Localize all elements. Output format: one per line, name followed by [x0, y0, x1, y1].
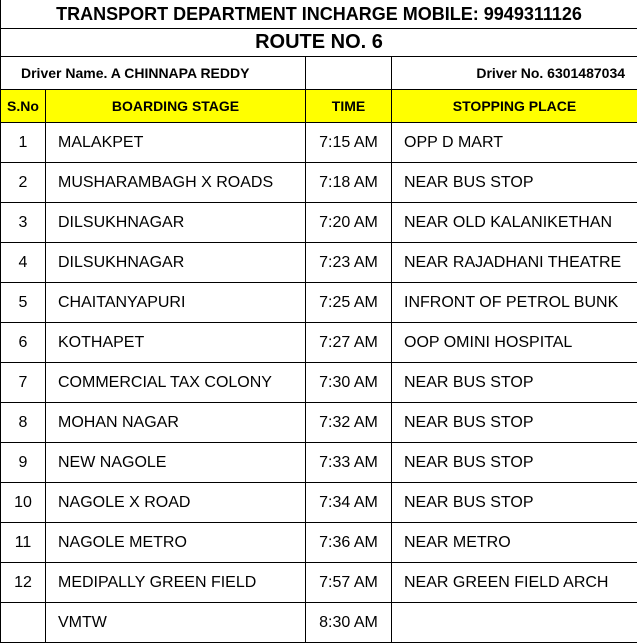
row-time: 7:27 AM: [306, 323, 392, 363]
row-stage: MALAKPET: [46, 123, 306, 163]
row-stage: DILSUKHNAGAR: [46, 203, 306, 243]
row-sno: 11: [1, 523, 46, 563]
row-time: 7:15 AM: [306, 123, 392, 163]
row-stage: MOHAN NAGAR: [46, 403, 306, 443]
header-stage: BOARDING STAGE: [46, 90, 306, 123]
row-time: 7:20 AM: [306, 203, 392, 243]
table-row: [1, 283, 637, 323]
row-time: 7:18 AM: [306, 163, 392, 203]
table-row: [1, 323, 637, 363]
row-time: 7:32 AM: [306, 403, 392, 443]
row-place: NEAR RAJADHANI THEATRE: [392, 243, 637, 283]
row-sno: 1: [1, 123, 46, 163]
row-stage: DILSUKHNAGAR: [46, 243, 306, 283]
row-place: NEAR BUS STOP: [392, 363, 637, 403]
row-sno: 5: [1, 283, 46, 323]
row-sno: 12: [1, 563, 46, 603]
header-sno: S.No: [1, 90, 46, 123]
row-sno: 10: [1, 483, 46, 523]
header-place: STOPPING PLACE: [392, 90, 637, 123]
row-time: 7:33 AM: [306, 443, 392, 483]
row-stage: MEDIPALLY GREEN FIELD: [46, 563, 306, 603]
header-time: TIME: [306, 90, 392, 123]
route-title-row: [1, 29, 637, 57]
row-place: INFRONT OF PETROL BUNK: [392, 283, 637, 323]
table-row: [1, 203, 637, 243]
table-row: [1, 443, 637, 483]
table-row: [1, 243, 637, 283]
driver-row: [1, 57, 637, 90]
row-place: NEAR BUS STOP: [392, 443, 637, 483]
row-stage: KOTHAPET: [46, 323, 306, 363]
row-stage: NAGOLE METRO: [46, 523, 306, 563]
row-sno: 6: [1, 323, 46, 363]
row-stage: NAGOLE X ROAD: [46, 483, 306, 523]
row-place: OOP OMINI HOSPITAL: [392, 323, 637, 363]
row-sno: 2: [1, 163, 46, 203]
table-row: [1, 603, 637, 643]
row-place: [392, 603, 637, 643]
row-sno: 9: [1, 443, 46, 483]
row-sno: 3: [1, 203, 46, 243]
row-time: 7:23 AM: [306, 243, 392, 283]
row-place: NEAR OLD KALANIKETHAN: [392, 203, 637, 243]
row-time: 7:25 AM: [306, 283, 392, 323]
route-title: ROUTE NO. 6: [1, 29, 637, 57]
row-place: NEAR METRO: [392, 523, 637, 563]
row-place: OPP D MART: [392, 123, 637, 163]
row-time: 7:57 AM: [306, 563, 392, 603]
row-place: NEAR BUS STOP: [392, 163, 637, 203]
table-row: [1, 483, 637, 523]
driver-spacer: [306, 57, 392, 90]
row-time: 7:30 AM: [306, 363, 392, 403]
row-stage: MUSHARAMBAGH X ROADS: [46, 163, 306, 203]
row-time: 7:36 AM: [306, 523, 392, 563]
table-row: [1, 563, 637, 603]
column-header-row: [1, 90, 637, 123]
table-row: [1, 163, 637, 203]
driver-name: Driver Name. A CHINNAPA REDDY: [1, 57, 306, 90]
row-sno: 4: [1, 243, 46, 283]
row-stage: NEW NAGOLE: [46, 443, 306, 483]
table-row: [1, 123, 637, 163]
driver-number: Driver No. 6301487034: [392, 57, 637, 90]
row-stage: VMTW: [46, 603, 306, 643]
row-sno: 8: [1, 403, 46, 443]
department-title-row: [1, 0, 637, 29]
row-time: 7:34 AM: [306, 483, 392, 523]
row-stage: COMMERCIAL TAX COLONY: [46, 363, 306, 403]
row-place: NEAR BUS STOP: [392, 403, 637, 443]
row-place: NEAR BUS STOP: [392, 483, 637, 523]
row-sno: 7: [1, 363, 46, 403]
row-place: NEAR GREEN FIELD ARCH: [392, 563, 637, 603]
table-row: [1, 403, 637, 443]
department-title: TRANSPORT DEPARTMENT INCHARGE MOBILE: 9949311126: [1, 0, 637, 29]
table-row: [1, 523, 637, 563]
row-sno: [1, 603, 46, 643]
row-stage: CHAITANYAPURI: [46, 283, 306, 323]
table-row: [1, 363, 637, 403]
row-time: 8:30 AM: [306, 603, 392, 643]
